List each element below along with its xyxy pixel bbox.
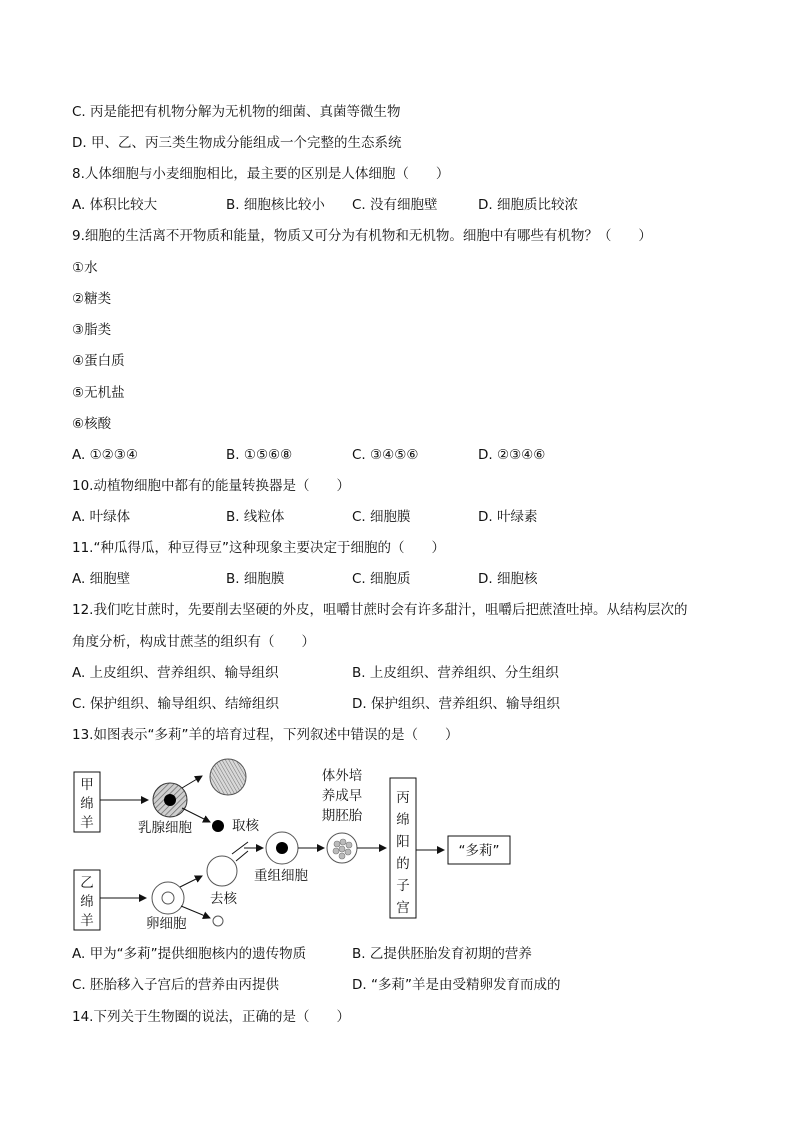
sheep-c-char-5: 子 xyxy=(396,878,410,894)
arrow-to-cultured-cell xyxy=(182,776,202,788)
question-8: 8.人体细胞与小麦细胞相比，最主要的区别是人体细胞（ ） xyxy=(72,166,450,182)
sheep-a-char-3: 羊 xyxy=(80,815,94,831)
sheep-c-char-3: 阳 xyxy=(396,834,410,850)
cultured-mammary-cell xyxy=(210,759,246,795)
sheep-c-char-4: 的 xyxy=(396,856,410,872)
q12-option-b[interactable]: B. 上皮组织、营养组织、分生组织 xyxy=(352,665,559,681)
question-11: 11.“种瓜得瓜，种豆得豆”这种现象主要决定于细胞的（ ） xyxy=(72,540,445,556)
recombined-cell-nucleus xyxy=(276,842,288,854)
sheep-c-char-6: 宫 xyxy=(396,900,410,916)
q11-option-b[interactable]: B. 细胞膜 xyxy=(226,571,285,587)
sheep-a-char-2: 绵 xyxy=(80,796,94,812)
embryo-label-line-1: 体外培 xyxy=(321,768,363,784)
q8-option-d[interactable]: D. 细胞质比较浓 xyxy=(478,197,578,213)
q13-option-b[interactable]: B. 乙提供胚胎发育初期的营养 xyxy=(352,946,532,962)
removed-nucleus xyxy=(213,916,223,926)
mammary-cell-label: 乳腺细胞 xyxy=(138,820,192,836)
embryo-label-line-2: 养成早 xyxy=(321,788,363,804)
question-14: 14.下列关于生物圈的说法，正确的是（ ） xyxy=(72,1009,350,1025)
question-12-line-2: 角度分析，构成甘蔗茎的组织有（ ） xyxy=(72,634,315,650)
q11-option-c[interactable]: C. 细胞质 xyxy=(352,571,411,587)
q9-option-d[interactable]: D. ②③④⑥ xyxy=(478,447,546,463)
arrow-to-enucleated-egg xyxy=(180,876,202,887)
q12-option-c[interactable]: C. 保护组织、输导组织、结缔组织 xyxy=(72,696,280,712)
q10-option-d[interactable]: D. 叶绿素 xyxy=(478,509,538,525)
enucleated-egg-cell xyxy=(207,856,237,886)
q12-option-a[interactable]: A. 上皮组织、营养组织、输导组织 xyxy=(72,665,279,681)
q13-option-a[interactable]: A. 甲为“多莉”提供细胞核内的遗传物质 xyxy=(72,946,307,962)
remove-nucleus-label: 去核 xyxy=(210,891,237,907)
option-d-previous: D. 甲、乙、丙三类生物成分能组成一个完整的生态系统 xyxy=(72,135,402,151)
mammary-cell-nucleus xyxy=(164,794,176,806)
q9-item-5: ⑤无机盐 xyxy=(72,385,125,401)
q10-option-b[interactable]: B. 线粒体 xyxy=(226,509,285,525)
q9-item-4: ④蛋白质 xyxy=(72,353,125,369)
q11-option-a[interactable]: A. 细胞壁 xyxy=(72,571,131,587)
question-13: 13.如图表示“多莉”羊的培育过程，下列叙述中错误的是（ ） xyxy=(72,727,459,743)
extracted-nucleus xyxy=(212,820,224,832)
egg-cell-label: 卵细胞 xyxy=(146,916,187,932)
question-9: 9.细胞的生活离不开物质和能量，物质又可分为有机物和无机物。细胞中有哪些有机物？（ ） xyxy=(72,228,652,244)
q8-option-c[interactable]: C. 没有细胞壁 xyxy=(352,197,438,213)
q13-option-c[interactable]: C. 胚胎移入子宫后的营养由丙提供 xyxy=(72,977,280,993)
recombined-cell-label: 重组细胞 xyxy=(254,868,308,884)
q8-option-a[interactable]: A. 体积比较大 xyxy=(72,197,158,213)
q9-option-a[interactable]: A. ①②③④ xyxy=(72,447,138,463)
q10-option-a[interactable]: A. 叶绿体 xyxy=(72,509,131,525)
q8-option-b[interactable]: B. 细胞核比较小 xyxy=(226,197,325,213)
question-12-line-1: 12.我们吃甘蔗时，先要削去坚硬的外皮，咀嚼甘蔗时会有许多甜汁，咀嚼后把蔗渣吐掉。从结构层次的 xyxy=(72,602,688,618)
egg-cell-nucleus xyxy=(162,892,174,904)
q9-option-b[interactable]: B. ①⑤⑥⑧ xyxy=(226,447,293,463)
sheep-c-char-1: 丙 xyxy=(396,790,410,806)
question-10: 10.动植物细胞中都有的能量转换器是（ ） xyxy=(72,478,350,494)
take-nucleus-label: 取核 xyxy=(232,818,259,834)
q12-option-d[interactable]: D. 保护组织、营养组织、输导组织 xyxy=(352,696,560,712)
q10-option-c[interactable]: C. 细胞膜 xyxy=(352,509,411,525)
q9-item-6: ⑥核酸 xyxy=(72,416,112,432)
q9-item-2: ②糖类 xyxy=(72,291,112,307)
embryo-label-line-3: 期胚胎 xyxy=(321,808,363,824)
q13-option-d[interactable]: D. “多莉”羊是由受精卵发育而成的 xyxy=(352,977,561,993)
sheep-c-char-2: 绵 xyxy=(396,812,410,828)
sheep-a-char-1: 甲 xyxy=(80,777,94,793)
q9-item-3: ③脂类 xyxy=(72,322,112,338)
sheep-b-char-1: 乙 xyxy=(80,875,94,891)
q9-item-1: ①水 xyxy=(72,260,98,276)
sheep-b-char-2: 绵 xyxy=(80,894,94,910)
option-c-previous: C. 丙是能把有机物分解为无机物的细菌、真菌等微生物 xyxy=(72,104,401,120)
dolly-cloning-diagram xyxy=(60,756,520,936)
q9-option-c[interactable]: C. ③④⑤⑥ xyxy=(352,447,419,463)
dolly-label: “多莉” xyxy=(458,843,500,859)
sheep-b-char-3: 羊 xyxy=(80,913,94,929)
merge-line-bottom xyxy=(236,851,248,861)
q11-option-d[interactable]: D. 细胞核 xyxy=(478,571,538,587)
